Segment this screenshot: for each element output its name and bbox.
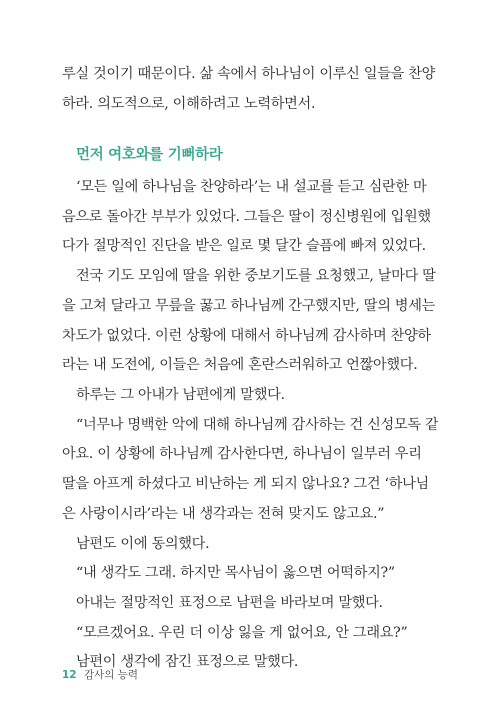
paragraph-line: 은 사랑이시라’라는 내 생각과는 전혀 맞지도 않고요.” [62,506,385,522]
paragraph-line: 남편이 생각에 잠긴 표정으로 말했다. [76,654,299,670]
paragraph-line: 딸을 아프게 하셨다고 비난하는 게 되지 않나요? 그건 ‘하나님 [62,476,429,492]
paragraph-line: 다가 절망적인 진단을 받은 일로 몇 달간 슬픔에 빠져 있었다. [62,238,426,254]
paragraph-line: 음으로 돌아간 부부가 있었다. 그들은 딸이 정신병원에 입원했 [62,209,431,225]
paragraph-line: 하라. 의도적으로, 이해하려고 노력하면서. [62,96,316,112]
paragraph-line: “너무나 명백한 악에 대해 하나님께 감사하는 건 신성모독 같 [76,417,438,433]
paragraph-line: 남편도 이에 동의했다. [76,536,210,552]
paragraph-line: 루실 것이기 때문이다. 삶 속에서 하나님이 이루신 일들을 찬양 [62,66,436,82]
paragraph-line: “내 생각도 그래. 하지만 목사님이 옳으면 어떡하지?” [76,565,395,581]
paragraph-line: 아내는 절망적인 표정으로 남편을 바라보며 말했다. [76,595,383,611]
page-footer [62,667,138,682]
page-number: 12 [62,669,77,681]
paragraph-line: 을 고쳐 달라고 무릎을 꿇고 하나님께 간구했지만, 딸의 병세는 [62,298,436,314]
paragraph-line: 라는 내 도전에, 이들은 처음에 혼란스러워하고 언짢아했다. [62,357,418,373]
paragraph-line: 아요. 이 상황에 하나님께 감사한다면, 하나님이 일부러 우리 [62,446,422,462]
paragraph-line: 하루는 그 아내가 남편에게 말했다. [76,387,285,403]
section-heading: 먼저 여호와를 기뻐하라 [76,147,223,163]
paragraph-line: “모르겠어요. 우린 더 이상 잃을 게 없어요, 안 그래요?” [76,625,408,641]
paragraph-line: ‘모든 일에 하나님을 찬양하라’는 내 설교를 듣고 심란한 마 [76,179,427,195]
paragraph-line: 차도가 없었다. 이런 상황에 대해서 하나님께 감사하며 찬양하 [62,328,431,344]
book-title: 감사의 능력 [83,669,139,681]
paragraph-line: 전국 기도 모임에 딸을 위한 중보기도를 요청했고, 날마다 딸 [76,268,436,284]
